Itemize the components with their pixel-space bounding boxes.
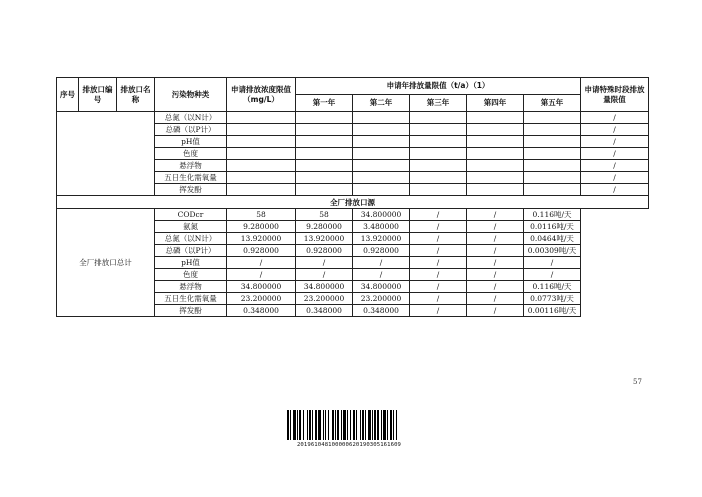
year-2-cell: 0.348000 [296, 305, 353, 317]
year-3-cell [410, 160, 467, 172]
year-1-cell [296, 160, 353, 172]
year-5-cell [524, 148, 581, 160]
barcode-bar [303, 410, 304, 440]
year-3-cell: 0.928000 [353, 245, 410, 257]
year-2-cell [353, 136, 410, 148]
year-1-cell: / [227, 269, 296, 281]
special-cell: / [524, 257, 581, 269]
header-seq: 序号 [57, 78, 79, 112]
barcode-bar [393, 410, 394, 440]
year-4-cell [467, 124, 524, 136]
year-5-cell: / [467, 293, 524, 305]
year-4-cell [467, 136, 524, 148]
conc-cell [227, 160, 296, 172]
barcode [287, 410, 411, 448]
pollutant-cell: 色度 [155, 148, 227, 160]
year-3-cell [410, 124, 467, 136]
header-year-5: 第五年 [524, 95, 581, 112]
conc-cell [227, 136, 296, 148]
year-2-cell [353, 184, 410, 196]
barcode-bar [343, 410, 346, 440]
barcode-bar [360, 410, 361, 440]
pollutant-cell: 悬浮物 [155, 281, 227, 293]
year-2-cell: 13.920000 [296, 233, 353, 245]
barcode-bar [396, 410, 397, 440]
header-annual-group: 申请年排放量限值（t/a）（1） [296, 78, 581, 95]
year-2-cell: / [296, 257, 353, 269]
year-1-cell [296, 184, 353, 196]
year-3-cell: / [353, 269, 410, 281]
barcode-bar [332, 410, 334, 440]
special-cell: 0.0116吨/天 [524, 221, 581, 233]
year-5-cell: / [467, 305, 524, 317]
year-1-cell: 9.280000 [227, 221, 296, 233]
year-1-cell: 13.920000 [227, 233, 296, 245]
conc-cell [227, 148, 296, 160]
special-cell: / [581, 148, 649, 160]
year-4-cell: / [410, 233, 467, 245]
year-5-cell: / [467, 245, 524, 257]
year-1-cell [296, 112, 353, 124]
barcode-bar [297, 410, 298, 440]
year-4-cell: / [410, 269, 467, 281]
year-2-cell: 0.928000 [296, 245, 353, 257]
pollutant-cell: CODcr [155, 209, 227, 221]
year-2-cell [353, 148, 410, 160]
barcode-bar [337, 410, 339, 440]
header-outlet-name: 排放口名称 [117, 78, 155, 112]
pollutant-cell: pH值 [155, 136, 227, 148]
special-cell: / [581, 136, 649, 148]
header-special: 申请特殊时段排放量限值 [581, 78, 649, 112]
year-2-cell [353, 124, 410, 136]
year-5-cell [524, 172, 581, 184]
year-4-cell: / [410, 209, 467, 221]
year-5-cell: / [467, 209, 524, 221]
year-2-cell: 58 [296, 209, 353, 221]
conc-cell [227, 124, 296, 136]
year-5-cell: / [467, 233, 524, 245]
header-year-2: 第二年 [353, 95, 410, 112]
year-2-cell [353, 160, 410, 172]
conc-cell [227, 172, 296, 184]
year-4-cell: / [410, 257, 467, 269]
year-5-cell [524, 124, 581, 136]
year-5-cell [524, 136, 581, 148]
barcode-bar [390, 410, 392, 440]
year-2-cell: 34.800000 [296, 281, 353, 293]
special-cell: 0.0464吨/天 [524, 233, 581, 245]
barcode-bar [347, 410, 348, 440]
barcode-bar [387, 410, 388, 440]
year-4-cell [467, 184, 524, 196]
year-3-cell: / [353, 257, 410, 269]
barcode-bar [299, 410, 301, 440]
year-5-cell: / [467, 257, 524, 269]
special-cell: / [581, 184, 649, 196]
year-4-cell: / [410, 281, 467, 293]
special-cell: / [524, 269, 581, 281]
year-1-cell: / [227, 257, 296, 269]
header-pollutant: 污染物种类 [155, 78, 227, 112]
year-1-cell: 23.200000 [227, 293, 296, 305]
barcode-bar [325, 410, 326, 440]
year-2-cell: / [296, 269, 353, 281]
year-3-cell: 13.920000 [353, 233, 410, 245]
pollutant-cell: 总氮（以N计） [155, 233, 227, 245]
year-5-cell [524, 112, 581, 124]
barcode-bar [365, 410, 366, 440]
special-cell: 0.00116吨/天 [524, 305, 581, 317]
special-cell: / [581, 124, 649, 136]
year-5-cell: / [467, 221, 524, 233]
header-outlet-no: 排放口编号 [79, 78, 117, 112]
barcode-bar [335, 410, 336, 440]
conc-cell [227, 112, 296, 124]
barcode-bar [381, 410, 382, 440]
barcode-bar [318, 410, 321, 440]
year-1-cell: 34.800000 [227, 281, 296, 293]
year-1-cell: 0.928000 [227, 245, 296, 257]
barcode-bar [341, 410, 342, 440]
barcode-bars [287, 410, 411, 440]
year-3-cell [410, 172, 467, 184]
header-year-4: 第四年 [467, 95, 524, 112]
pollutant-cell: 挥发酚 [155, 305, 227, 317]
year-4-cell [467, 160, 524, 172]
year-3-cell [410, 184, 467, 196]
header-year-3: 第三年 [410, 95, 467, 112]
barcode-bar [290, 410, 291, 440]
barcode-bar [328, 410, 329, 440]
pollutant-cell: 色度 [155, 269, 227, 281]
emission-limits-table [56, 77, 649, 317]
barcode-bar [362, 410, 364, 440]
year-5-cell: / [467, 269, 524, 281]
year-5-cell: / [467, 281, 524, 293]
header-conc-limit: 申请排放浓度限值（mg/L） [227, 78, 296, 112]
page-number: 57 [633, 378, 642, 386]
year-5-cell [524, 184, 581, 196]
year-3-cell: 34.800000 [353, 281, 410, 293]
barcode-bar [323, 410, 324, 440]
special-cell: 0.00309吨/天 [524, 245, 581, 257]
special-cell: 0.116吨/天 [524, 209, 581, 221]
pollutant-cell: 总磷（以P计） [155, 245, 227, 257]
year-2-cell [353, 172, 410, 184]
year-4-cell: / [410, 221, 467, 233]
special-cell: / [581, 160, 649, 172]
year-1-cell: 0.348000 [227, 305, 296, 317]
year-3-cell: 3.480000 [353, 221, 410, 233]
table-row [57, 112, 649, 124]
section-row [57, 196, 649, 209]
year-1-cell: 58 [227, 209, 296, 221]
pollutant-cell: pH值 [155, 257, 227, 269]
barcode-bar [368, 410, 371, 440]
pollutant-cell: 氨氮 [155, 221, 227, 233]
barcode-bar [307, 410, 308, 440]
year-3-cell [410, 136, 467, 148]
year-4-cell: / [410, 293, 467, 305]
year-4-cell: / [410, 305, 467, 317]
conc-cell [227, 184, 296, 196]
barcode-bar [350, 410, 351, 440]
year-3-cell [410, 112, 467, 124]
year-4-cell [467, 148, 524, 160]
pollutant-cell: 悬浮物 [155, 160, 227, 172]
year-3-cell: 0.348000 [353, 305, 410, 317]
barcode-text: 2019610481000006201903051616​09 [296, 442, 402, 448]
year-2-cell: 23.200000 [296, 293, 353, 305]
barcode-bar [374, 410, 376, 440]
special-cell: / [581, 112, 649, 124]
barcode-bar [315, 410, 317, 440]
barcode-bar [312, 410, 313, 440]
year-1-cell [296, 124, 353, 136]
year-1-cell [296, 136, 353, 148]
barcode-bar [372, 410, 373, 440]
header-year-1: 第一年 [296, 95, 353, 112]
special-cell: / [581, 172, 649, 184]
pollutant-cell: 五日生化需氧量 [155, 172, 227, 184]
year-2-cell [353, 112, 410, 124]
group-label: 全厂排放口总计 [57, 209, 155, 317]
table-row [57, 209, 649, 221]
special-cell: 0.0773吨/天 [524, 293, 581, 305]
barcode-bar [293, 410, 296, 440]
year-2-cell: 9.280000 [296, 221, 353, 233]
barcode-bar [383, 410, 386, 440]
year-4-cell: / [410, 245, 467, 257]
barcode-bar [309, 410, 311, 440]
pollutant-cell: 总磷（以P计） [155, 124, 227, 136]
barcode-bar [377, 410, 379, 440]
blank-outlet-cell [57, 112, 155, 196]
barcode-bar [353, 410, 355, 440]
year-1-cell [296, 148, 353, 160]
year-1-cell [296, 172, 353, 184]
pollutant-cell: 总氮（以N计） [155, 112, 227, 124]
year-3-cell [410, 148, 467, 160]
section-title: 全厂排放口源 [57, 196, 649, 209]
year-4-cell [467, 172, 524, 184]
year-3-cell: 23.200000 [353, 293, 410, 305]
barcode-bar [356, 410, 357, 440]
year-5-cell [524, 160, 581, 172]
pollutant-cell: 五日生化需氧量 [155, 293, 227, 305]
year-4-cell [467, 112, 524, 124]
year-3-cell: 34.800000 [353, 209, 410, 221]
pollutant-cell: 挥发酚 [155, 184, 227, 196]
barcode-bar [287, 410, 289, 440]
special-cell: 0.116吨/天 [524, 281, 581, 293]
